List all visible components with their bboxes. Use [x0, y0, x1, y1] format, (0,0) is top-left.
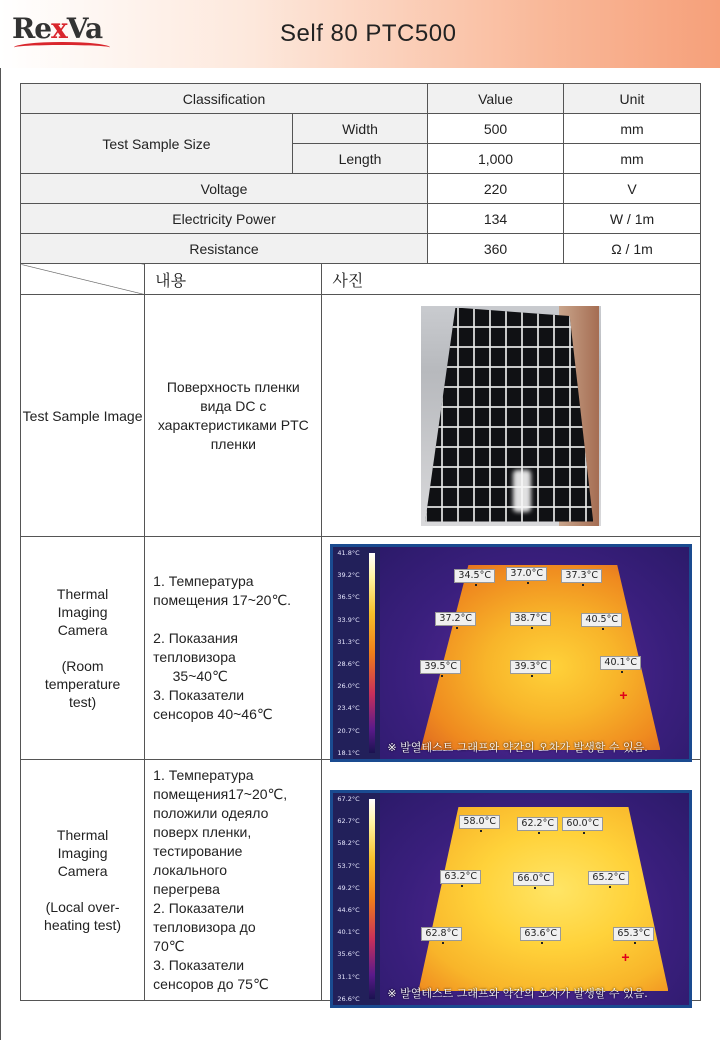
voltage-unit: V	[564, 174, 701, 204]
local-desc-line: положили одеяло	[153, 805, 269, 821]
scale-tick-label: 67.2°C	[337, 795, 360, 803]
scale-tick-label: 26.0°C	[337, 682, 360, 691]
room-desc-line: сенсоров 40~46℃	[153, 706, 273, 722]
rexva-logo	[12, 12, 102, 45]
scale-tick-label: 49.2°C	[337, 883, 360, 892]
room-label-line: Thermal	[56, 586, 109, 602]
width-unit: mm	[564, 114, 701, 144]
scale-tick-label: 26.6°C	[337, 994, 360, 1003]
temperature-tag: 62.8°C	[421, 927, 462, 941]
scale-tick-label: 58.2°C	[337, 839, 360, 848]
local-thermal-cell	[322, 760, 701, 1001]
scale-gradient	[369, 553, 375, 753]
scale-tick-label: 31.3°C	[337, 637, 360, 646]
local-desc-line: 2. Показатели	[153, 900, 245, 916]
scale-tick-label: 62.7°C	[337, 817, 360, 826]
local-desc-line: тестирование	[153, 843, 243, 859]
spec-table	[20, 83, 701, 264]
sample-size-label: Test Sample Size	[21, 114, 293, 174]
room-test-label	[21, 537, 145, 760]
scale-tick-label: 35.6°C	[337, 950, 360, 959]
local-label-line: Camera	[57, 863, 108, 879]
resistance-unit: Ω / 1m	[564, 234, 701, 264]
header-photo: 사진	[322, 264, 701, 295]
crosshair-icon: +	[621, 949, 630, 965]
thermal-frame	[333, 547, 689, 759]
scale-tick-label: 40.1°C	[337, 928, 360, 937]
scale-gradient	[369, 799, 375, 999]
header-content: 내용	[145, 264, 322, 295]
scale-tick-label: 18.1°C	[337, 748, 360, 757]
resistance-value: 360	[428, 234, 564, 264]
local-label-line: heating test)	[44, 917, 122, 933]
sample-description: Поверхность пленки вида DC с характеристиками PTC пленки	[145, 295, 322, 537]
room-label-line: test)	[68, 694, 97, 710]
local-label-line: Thermal	[56, 827, 109, 843]
local-desc-line: тепловизора до	[153, 919, 256, 935]
scale-tick-label: 33.9°C	[337, 615, 360, 624]
temperature-tag: 66.0°C	[513, 872, 554, 886]
length-value: 1,000	[428, 144, 564, 174]
crosshair-icon: +	[619, 687, 628, 703]
power-unit: W / 1m	[564, 204, 701, 234]
local-desc-line: сенсоров до 75℃	[153, 976, 269, 992]
diagonal-header-cell	[21, 264, 145, 295]
voltage-label: Voltage	[21, 174, 428, 204]
room-desc-line: 3. Показатели	[153, 687, 245, 703]
header-unit: Unit	[564, 84, 701, 114]
power-label: Electricity Power	[21, 204, 428, 234]
scale-tick-label: 36.5°C	[337, 593, 360, 602]
temperature-tag: 37.0°C	[506, 567, 547, 581]
temperature-tag: 65.2°C	[588, 871, 629, 885]
logo-swoosh	[14, 42, 110, 53]
scale-tick-label: 23.4°C	[337, 704, 360, 713]
room-label-line: Imaging	[57, 604, 108, 620]
local-test-description	[145, 760, 322, 1001]
thermal-note: ※ 발열테스트 그래프와 약간의 오차가 발생할 수 있음.	[387, 987, 648, 1000]
temperature-tag: 40.5°C	[581, 613, 622, 627]
left-border-line	[0, 68, 1, 1040]
scale-tick-label: 41.8°C	[337, 549, 360, 557]
thermal-note: ※ 발열테스트 그래프와 약간의 오차가 발생할 수 있음.	[387, 741, 648, 754]
power-value: 134	[428, 204, 564, 234]
temperature-tag: 63.2°C	[440, 870, 481, 884]
room-desc-line: 1. Температура	[153, 573, 254, 589]
sample-image-label: Test Sample Image	[21, 295, 145, 537]
local-desc-line: 70℃	[153, 938, 185, 954]
scale-tick-label: 53.7°C	[337, 861, 360, 870]
local-desc-line: поверх пленки,	[153, 824, 252, 840]
room-thermal-image	[330, 544, 692, 762]
room-label-line: (Room	[61, 658, 104, 674]
scale-tick-label: 44.6°C	[337, 906, 360, 914]
scale-tick-label: 31.1°C	[337, 972, 360, 981]
temperature-tag: 34.5°C	[454, 569, 495, 583]
temperature-scale	[333, 547, 380, 759]
logo-text-x: x	[51, 12, 67, 45]
scale-tick-label: 28.6°C	[337, 660, 360, 668]
room-label-text	[21, 585, 144, 711]
length-unit: mm	[564, 144, 701, 174]
photo-glare	[513, 470, 531, 512]
room-desc-line: помещения 17~20℃.	[153, 592, 292, 608]
scale-tick-label: 20.7°C	[337, 726, 360, 735]
room-thermal-cell	[322, 537, 701, 760]
logo-text: Re	[12, 12, 52, 45]
detail-table	[20, 263, 701, 1001]
local-desc-line: 1. Температура	[153, 767, 254, 783]
temperature-scale	[333, 793, 380, 1005]
temperature-tag: 58.0°C	[459, 815, 500, 829]
temperature-tag: 37.2°C	[435, 612, 476, 626]
header-value: Value	[428, 84, 564, 114]
local-label-line: (Local over-	[45, 899, 120, 915]
local-desc-line: локального	[153, 862, 228, 878]
room-desc-line: тепловизора	[153, 649, 236, 665]
scale-tick-label: 39.2°C	[337, 571, 360, 580]
temperature-tag: 62.2°C	[517, 817, 558, 831]
ptc-film-photo	[421, 306, 601, 526]
temperature-tag: 37.3°C	[561, 569, 602, 583]
thermal-frame	[333, 793, 689, 1005]
temperature-tag: 60.0°C	[562, 817, 603, 831]
temperature-tag: 39.3°C	[510, 660, 551, 674]
local-test-label	[21, 760, 145, 1001]
page-title: Self 80 PTC500	[280, 20, 457, 47]
room-desc-line: 35~40℃	[153, 668, 228, 684]
local-desc-line: перегрева	[153, 881, 220, 897]
header-banner	[0, 0, 720, 68]
logo-text-end: Va	[66, 12, 103, 45]
width-value: 500	[428, 114, 564, 144]
local-label-line: Imaging	[57, 845, 108, 861]
local-thermal-image	[330, 790, 692, 1008]
room-desc-line: 2. Показания	[153, 630, 238, 646]
temperature-tag: 40.1°C	[600, 656, 641, 670]
room-label-line: temperature	[44, 676, 121, 692]
photo-film-sheet	[425, 308, 593, 522]
local-desc-line: помещения17~20℃,	[153, 786, 288, 802]
room-test-description	[145, 537, 322, 760]
width-label: Width	[293, 114, 428, 144]
temperature-tag: 39.5°C	[420, 660, 461, 674]
room-label-line: Camera	[57, 622, 108, 638]
header-classification: Classification	[21, 84, 428, 114]
resistance-label: Resistance	[21, 234, 428, 264]
length-label: Length	[293, 144, 428, 174]
voltage-value: 220	[428, 174, 564, 204]
temperature-tag: 65.3°C	[613, 927, 654, 941]
local-desc-line: 3. Показатели	[153, 957, 245, 973]
sample-photo-cell	[322, 295, 701, 537]
temperature-tag: 38.7°C	[510, 612, 551, 626]
hot-film-region	[418, 807, 668, 991]
temperature-tag: 63.6°C	[520, 927, 561, 941]
